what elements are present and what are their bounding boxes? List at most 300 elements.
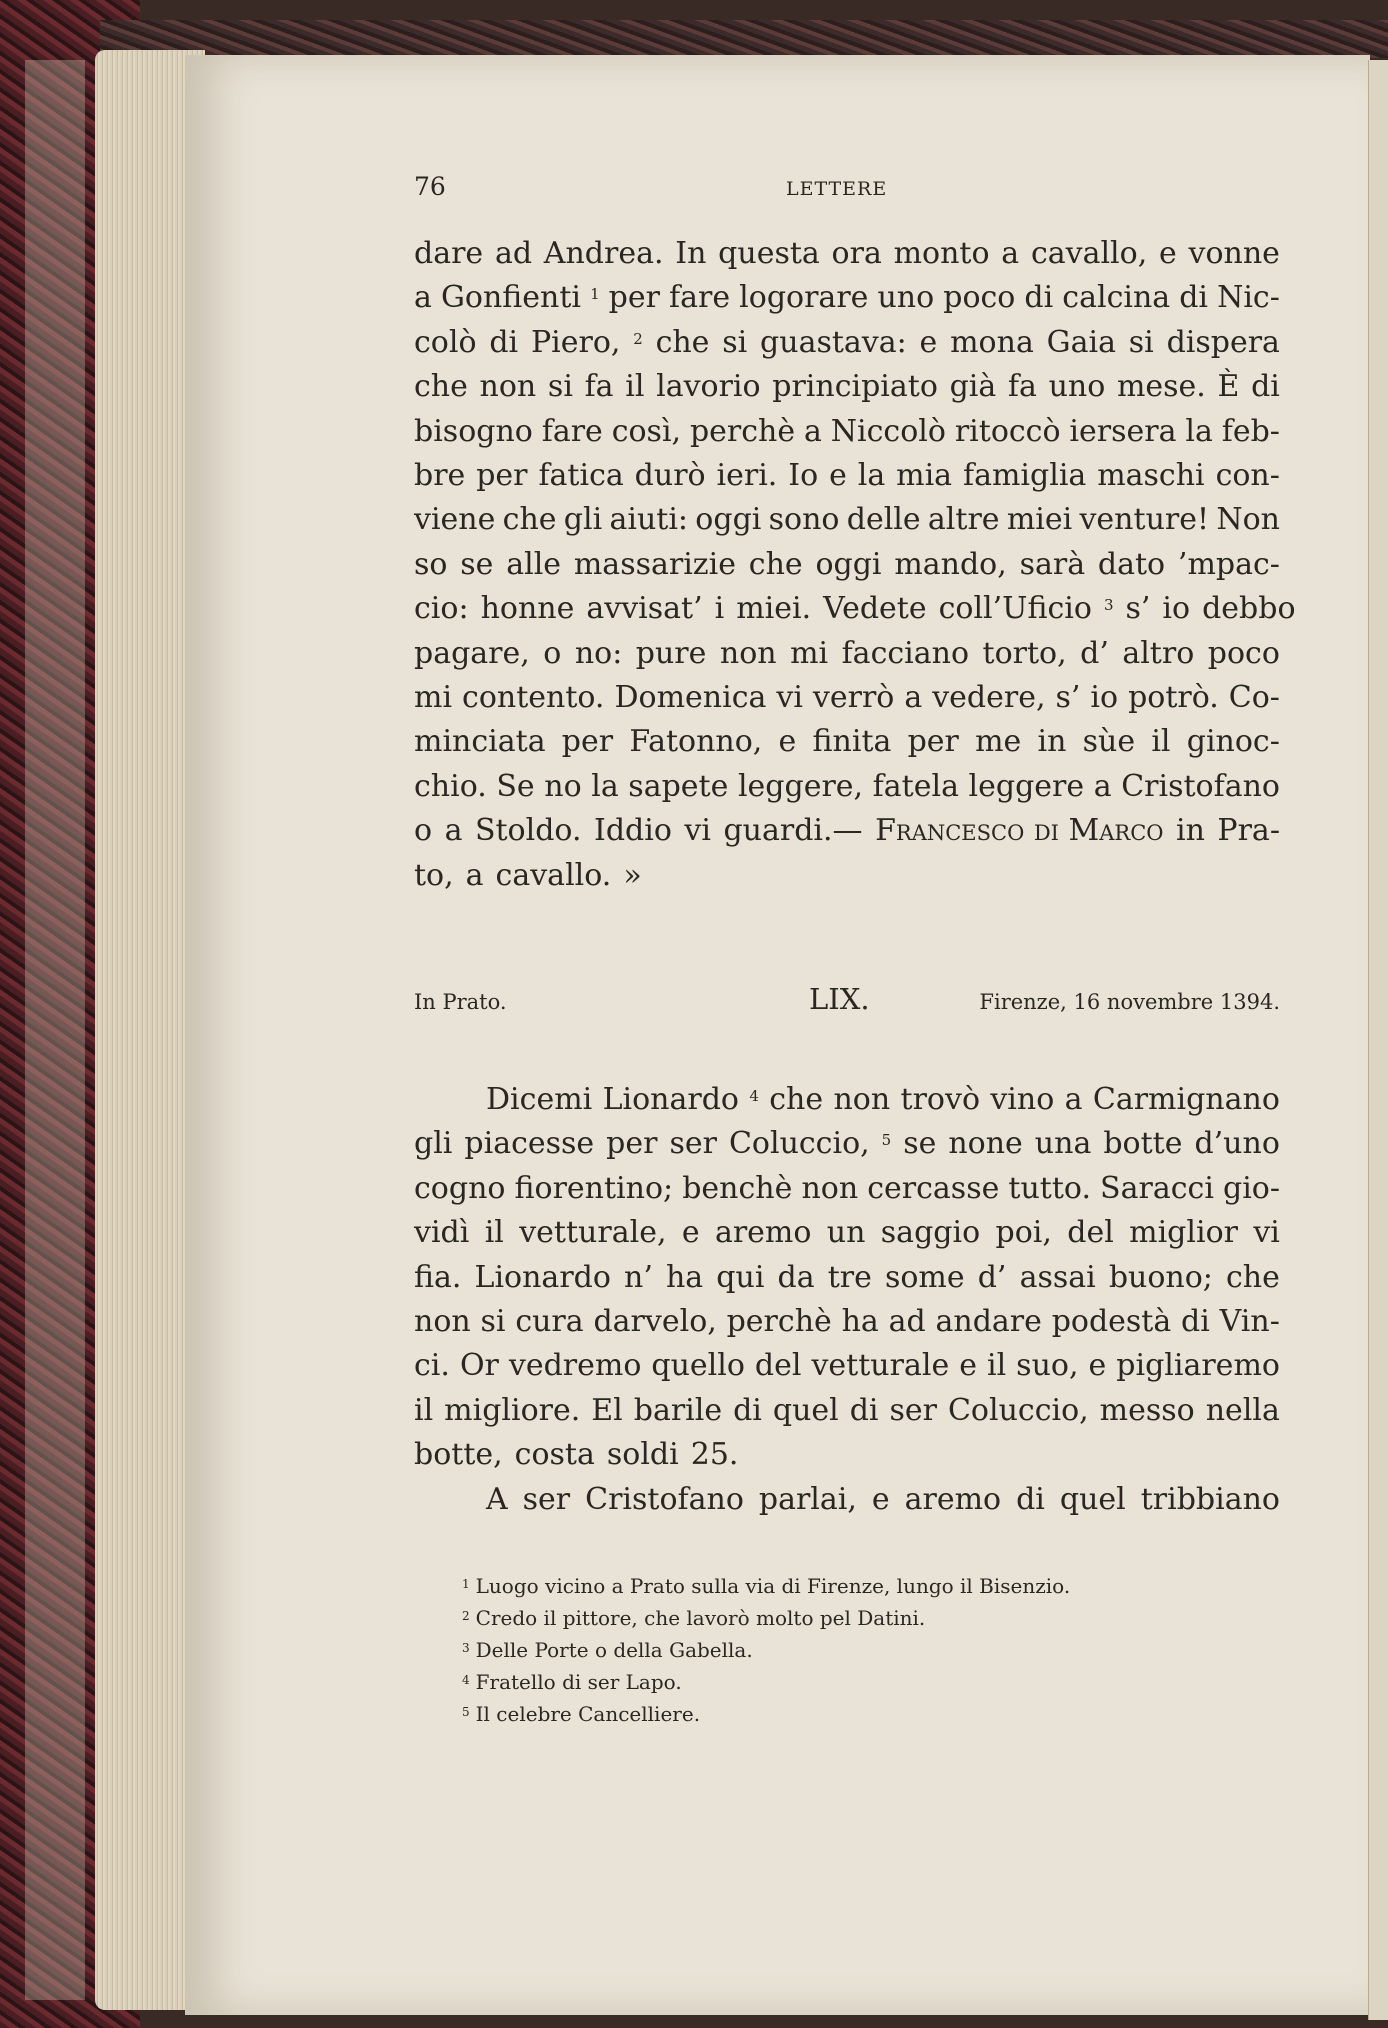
- word: ad: [494, 236, 533, 271]
- text-line: [414, 498, 1280, 542]
- text-line: [414, 720, 1280, 764]
- word: 25.: [690, 1437, 739, 1473]
- word: miglior: [1129, 1215, 1238, 1251]
- word: gli: [563, 502, 603, 538]
- word: torto,: [982, 635, 1067, 671]
- word: per: [606, 1126, 658, 1162]
- facing-page-edge: [1368, 60, 1388, 2020]
- word: monto: [893, 236, 990, 271]
- word: maschi: [1097, 458, 1205, 494]
- footnote-number: 5: [462, 1705, 470, 1719]
- word: non: [479, 369, 537, 405]
- word: ha: [665, 1259, 704, 1295]
- word: con-: [1215, 458, 1280, 494]
- text-line: [414, 1478, 1280, 1522]
- word: guardi.—: [723, 813, 863, 849]
- word: Vin-: [1219, 1304, 1280, 1340]
- word: podestà: [1051, 1304, 1172, 1340]
- word: ginoc-: [1186, 724, 1280, 760]
- word: se: [460, 546, 494, 582]
- word: si: [480, 1304, 506, 1340]
- word: Lionardo: [474, 1259, 611, 1295]
- text-line: [414, 632, 1280, 676]
- word: s’: [1125, 591, 1151, 627]
- word: e: [1159, 236, 1177, 271]
- word: bre: [414, 458, 466, 494]
- word: uno: [1048, 369, 1106, 405]
- footnote-text: Delle Porte o della Gabella.: [475, 1638, 753, 1662]
- word: non: [801, 1170, 859, 1206]
- text-line: [414, 1300, 1280, 1344]
- word: ser: [522, 1481, 571, 1517]
- word: i: [714, 591, 725, 627]
- word: oggi: [815, 546, 882, 582]
- word: buono;: [1108, 1259, 1213, 1295]
- letter-previous-ending: [414, 232, 1296, 898]
- word: di: [1016, 1481, 1045, 1517]
- text-line: [414, 587, 1296, 631]
- word: andare: [935, 1304, 1042, 1340]
- word: fia.: [414, 1259, 462, 1295]
- word: Iddio: [594, 813, 672, 849]
- footnotes: [462, 1570, 1070, 1730]
- word: debbo: [1202, 591, 1296, 627]
- word: aiuti:: [609, 502, 689, 538]
- word: Io: [788, 458, 819, 494]
- word: ser: [889, 1392, 937, 1428]
- word: fare: [541, 413, 603, 449]
- word: some: [884, 1259, 965, 1295]
- spine-strip: [25, 60, 85, 2000]
- word: quel: [772, 1392, 839, 1428]
- word: che: [748, 546, 803, 582]
- word: vi: [1253, 1215, 1280, 1251]
- text-line: [414, 365, 1280, 409]
- word: e: [829, 458, 847, 494]
- word: »: [623, 857, 642, 893]
- word: di: [849, 1392, 879, 1428]
- word: avvisat’: [586, 591, 703, 627]
- word: il: [484, 1215, 504, 1251]
- word: calcina: [1062, 280, 1171, 316]
- text-line: [414, 1389, 1280, 1433]
- word: mia: [896, 458, 953, 494]
- word: fa: [584, 369, 614, 405]
- recipient-place: In Prato.: [414, 990, 507, 1014]
- footnote-text: Fratello di ser Lapo.: [475, 1670, 682, 1694]
- word: cercasse: [867, 1170, 1000, 1206]
- word: tre: [827, 1259, 872, 1295]
- text-line: [414, 1344, 1280, 1388]
- word: ser: [669, 1126, 717, 1162]
- text-line: [414, 765, 1280, 809]
- word: minciata: [414, 724, 546, 760]
- word: vi: [684, 813, 711, 849]
- word: none: [948, 1126, 1023, 1162]
- word: piacesse: [464, 1126, 595, 1162]
- word: pigliaremo: [1116, 1348, 1280, 1384]
- running-title: LETTERE: [786, 178, 888, 200]
- word: nella: [1205, 1392, 1280, 1428]
- word: migliore.: [444, 1392, 581, 1428]
- word: e: [871, 1481, 890, 1517]
- word: dato: [1097, 546, 1166, 582]
- word: Fatonno,: [629, 724, 763, 760]
- word: cio:: [414, 591, 469, 627]
- word: e: [778, 724, 797, 760]
- word: a: [1064, 1082, 1083, 1117]
- word: Coluccio,: [947, 1392, 1089, 1428]
- footnote-number: 3: [462, 1641, 470, 1655]
- word: se: [903, 1126, 937, 1162]
- word: vidì: [414, 1215, 470, 1251]
- word: altre: [927, 502, 1000, 538]
- word: tribbiano: [1140, 1481, 1280, 1517]
- word: parlai,: [758, 1481, 857, 1517]
- word: sarà: [1019, 546, 1086, 582]
- word: e: [959, 1348, 977, 1384]
- word: mi: [790, 635, 829, 671]
- letter-lix-body: [414, 1078, 1280, 1522]
- word: in: [1037, 724, 1067, 760]
- footnote: [462, 1570, 1070, 1602]
- word: Pra-: [1217, 813, 1280, 849]
- footnote-number: 1: [462, 1577, 470, 1591]
- word: di: [1024, 280, 1054, 316]
- word: poi,: [995, 1215, 1052, 1251]
- word: miei: [1006, 502, 1073, 538]
- word: aremo: [714, 1215, 812, 1251]
- word: ora: [831, 236, 882, 271]
- page-number: 76: [414, 172, 446, 201]
- word: qui: [716, 1259, 765, 1295]
- word: coll’Uficio: [938, 591, 1092, 627]
- text-line: [414, 232, 1280, 276]
- word: honne: [480, 591, 575, 627]
- word: aremo: [904, 1481, 1002, 1517]
- text-line: [414, 1211, 1280, 1255]
- word: venture!: [1079, 502, 1210, 538]
- word: famiglia: [962, 458, 1087, 494]
- word: di: [489, 324, 519, 360]
- word: e: [681, 1215, 700, 1251]
- footnote-text: Credo il pittore, che lavorò molto pel Datini.: [475, 1606, 926, 1630]
- word: e: [919, 324, 938, 360]
- word: Piero,: [530, 324, 621, 360]
- word: fiorentino;: [514, 1170, 674, 1206]
- word: a: [804, 413, 822, 449]
- running-header: [414, 172, 1280, 212]
- word: Or: [459, 1348, 499, 1384]
- word: principiato: [772, 369, 938, 405]
- word: massarizie: [573, 546, 736, 582]
- word: Saracci: [1100, 1170, 1214, 1206]
- word: viene: [414, 502, 496, 538]
- word: gio-: [1222, 1170, 1280, 1206]
- word: Lionardo: [602, 1082, 739, 1117]
- word: darvelo,: [593, 1304, 717, 1340]
- word: verrò: [812, 680, 895, 716]
- word: assai: [1019, 1259, 1096, 1295]
- word: n’: [624, 1259, 653, 1295]
- word: ad: [888, 1304, 926, 1340]
- word: d’: [1080, 635, 1109, 671]
- word: io: [1090, 680, 1119, 716]
- word: il: [986, 1348, 1007, 1384]
- word: si: [1128, 324, 1154, 360]
- word: cavallo,: [1030, 236, 1148, 271]
- word: così,: [611, 413, 682, 449]
- word: per: [907, 724, 959, 760]
- word: El: [591, 1392, 623, 1428]
- footnote: [462, 1634, 1070, 1666]
- word: suo,: [1016, 1348, 1079, 1384]
- word: la: [1185, 413, 1213, 449]
- word: o: [414, 813, 433, 849]
- word: altro: [1122, 635, 1195, 671]
- word: da: [777, 1259, 815, 1295]
- word: vetturale,: [519, 1215, 667, 1251]
- word: di: [733, 1392, 762, 1428]
- word: soldi: [606, 1437, 679, 1473]
- word: ieri.: [716, 458, 778, 494]
- word: dispera: [1166, 324, 1280, 360]
- word: barile: [633, 1392, 723, 1428]
- word: si: [547, 369, 573, 405]
- word: trovò: [900, 1082, 980, 1117]
- footnote-ref: 2: [633, 329, 643, 348]
- word: no:: [574, 635, 623, 671]
- word: la: [591, 768, 619, 804]
- text-line: [414, 1167, 1280, 1211]
- word: Cristofano: [1121, 768, 1280, 804]
- word: sapete: [628, 768, 729, 804]
- word: del: [1067, 1215, 1114, 1251]
- word: botte,: [414, 1437, 503, 1473]
- word: leggere: [968, 768, 1085, 804]
- text-line: [414, 321, 1280, 365]
- word: me: [975, 724, 1022, 760]
- word: di: [1251, 369, 1280, 405]
- word: leggere,: [737, 768, 864, 804]
- word: ritoccò: [954, 413, 1061, 449]
- footnote: [462, 1602, 1070, 1634]
- word: o: [543, 635, 562, 671]
- word: e: [1088, 1348, 1107, 1384]
- text-line: [414, 854, 1280, 898]
- word: benchè: [682, 1170, 793, 1206]
- footnote-number: 2: [462, 1609, 470, 1623]
- word: questa: [718, 236, 820, 271]
- word: messo: [1099, 1392, 1195, 1428]
- word: mona: [950, 324, 1034, 360]
- word: iersera: [1069, 413, 1177, 449]
- word: contento.: [462, 680, 605, 716]
- word: di: [1181, 1304, 1210, 1340]
- word: vino: [990, 1082, 1055, 1117]
- word: no: [544, 768, 582, 804]
- signature-name: Francesco di Marco: [875, 813, 1164, 849]
- word: potrò.: [1128, 680, 1219, 716]
- word: mi: [414, 680, 453, 716]
- word: Nic-: [1217, 280, 1280, 316]
- word: Non: [1216, 502, 1280, 538]
- word: ha: [841, 1304, 879, 1340]
- footnote-text: Luogo vicino a Prato sulla via di Firenze, lungo il Bisenzio.: [475, 1574, 1071, 1598]
- word: logorare: [739, 280, 869, 316]
- text-line: [414, 410, 1280, 454]
- word: Stoldo.: [474, 813, 582, 849]
- letter-number: LIX.: [809, 982, 870, 1016]
- text-line: [414, 1433, 1280, 1477]
- word: del: [754, 1348, 802, 1384]
- word: so: [414, 546, 448, 582]
- word: saggio: [880, 1215, 981, 1251]
- footnote-ref: 3: [1103, 596, 1114, 615]
- footnote-number: 4: [462, 1673, 470, 1687]
- word: mando,: [894, 546, 1007, 582]
- word: perchè: [689, 413, 796, 449]
- word: non: [719, 635, 777, 671]
- word: poco: [1207, 635, 1280, 671]
- word: vedere,: [932, 680, 1046, 716]
- word: la: [857, 458, 886, 494]
- word: che: [414, 369, 468, 405]
- word: Gonfienti: [440, 280, 582, 316]
- word: Co-: [1228, 680, 1280, 716]
- text-line: [414, 1256, 1280, 1300]
- word: ’mpac-: [1177, 546, 1280, 582]
- word: pure: [635, 635, 707, 671]
- word: delle: [846, 502, 921, 538]
- word: che: [502, 502, 557, 538]
- text-line: [414, 543, 1280, 587]
- word: non: [833, 1082, 891, 1117]
- text-line: [414, 276, 1280, 320]
- word: per: [608, 280, 660, 316]
- word: dare: [414, 236, 484, 271]
- word: in: [1175, 813, 1205, 849]
- word: che: [655, 324, 710, 360]
- word: to,: [414, 857, 454, 893]
- word: bisogno: [414, 413, 533, 449]
- word: una: [1034, 1126, 1092, 1162]
- word: di: [1179, 280, 1209, 316]
- word: a: [904, 680, 923, 716]
- word: Domenica: [614, 680, 767, 716]
- word: pagare,: [414, 635, 530, 671]
- word: a: [444, 813, 463, 849]
- word: un: [826, 1215, 866, 1251]
- word: già: [949, 369, 997, 405]
- word: feb-: [1221, 413, 1280, 449]
- word: il: [625, 369, 645, 405]
- word: fatica: [538, 458, 624, 494]
- word: Coluccio,: [728, 1126, 870, 1162]
- word: Andrea.: [543, 236, 664, 271]
- top-cover-edge: [100, 20, 1388, 58]
- word: finita: [812, 724, 892, 760]
- word: per: [561, 724, 614, 760]
- word: quel: [1059, 1481, 1126, 1517]
- word: miei.: [736, 591, 812, 627]
- word: Se: [496, 768, 535, 804]
- word: a: [1093, 768, 1112, 804]
- text-line: [414, 1078, 1280, 1122]
- word: s’: [1055, 680, 1081, 716]
- word: che: [769, 1082, 824, 1117]
- word: mese.: [1116, 369, 1206, 405]
- word: oggi: [695, 502, 762, 538]
- word: Gaia: [1046, 324, 1116, 360]
- word: a: [414, 280, 432, 316]
- word: costa: [514, 1437, 595, 1473]
- word: Cristofano: [585, 1481, 744, 1517]
- word: colò: [414, 324, 477, 360]
- word: A: [486, 1481, 508, 1517]
- word: per: [476, 458, 528, 494]
- footnote-ref: 4: [749, 1087, 759, 1105]
- word: ci.: [414, 1348, 450, 1384]
- word: a: [465, 857, 484, 893]
- word: uno: [877, 280, 935, 316]
- word: chio.: [414, 768, 487, 804]
- word: fatela: [872, 768, 959, 804]
- word: vetturale: [811, 1348, 950, 1384]
- word: facciano: [841, 635, 970, 671]
- word: poco: [943, 280, 1016, 316]
- word: sono: [768, 502, 840, 538]
- word: Carmignano: [1092, 1082, 1280, 1117]
- word: cavallo.: [495, 857, 612, 893]
- word: perchè: [726, 1304, 832, 1340]
- word: lavorio: [656, 369, 761, 405]
- word: il: [1151, 724, 1171, 760]
- word: gli: [414, 1126, 453, 1162]
- footnote: [462, 1666, 1070, 1698]
- footnote-ref: 1: [590, 285, 600, 304]
- word: non: [414, 1304, 471, 1340]
- word: vi: [776, 680, 803, 716]
- word: È: [1217, 369, 1240, 405]
- word: alle: [506, 546, 562, 582]
- footnote-ref: 5: [881, 1131, 892, 1150]
- word: durò: [634, 458, 706, 494]
- word: Dicemi: [486, 1082, 593, 1117]
- word: cura: [515, 1304, 584, 1340]
- word: d’: [977, 1259, 1007, 1295]
- word: cogno: [414, 1170, 506, 1206]
- word: botte: [1103, 1126, 1183, 1162]
- word: vedremo: [508, 1348, 642, 1384]
- word: sùe: [1082, 724, 1136, 760]
- place-date: Firenze, 16 novembre 1394.: [979, 990, 1280, 1014]
- word: fare: [669, 280, 731, 316]
- word: fa: [1007, 369, 1037, 405]
- word: In: [675, 236, 707, 271]
- word: che: [1226, 1259, 1280, 1295]
- text-line: [414, 809, 1280, 853]
- word: il: [414, 1392, 434, 1428]
- word: si: [722, 324, 748, 360]
- word: quello: [651, 1348, 745, 1384]
- word: io: [1162, 591, 1191, 627]
- word: tutto.: [1008, 1170, 1091, 1206]
- text-line: [414, 1122, 1280, 1166]
- word: a: [1001, 236, 1020, 271]
- word: Vedete: [823, 591, 927, 627]
- word: vonne: [1188, 236, 1280, 271]
